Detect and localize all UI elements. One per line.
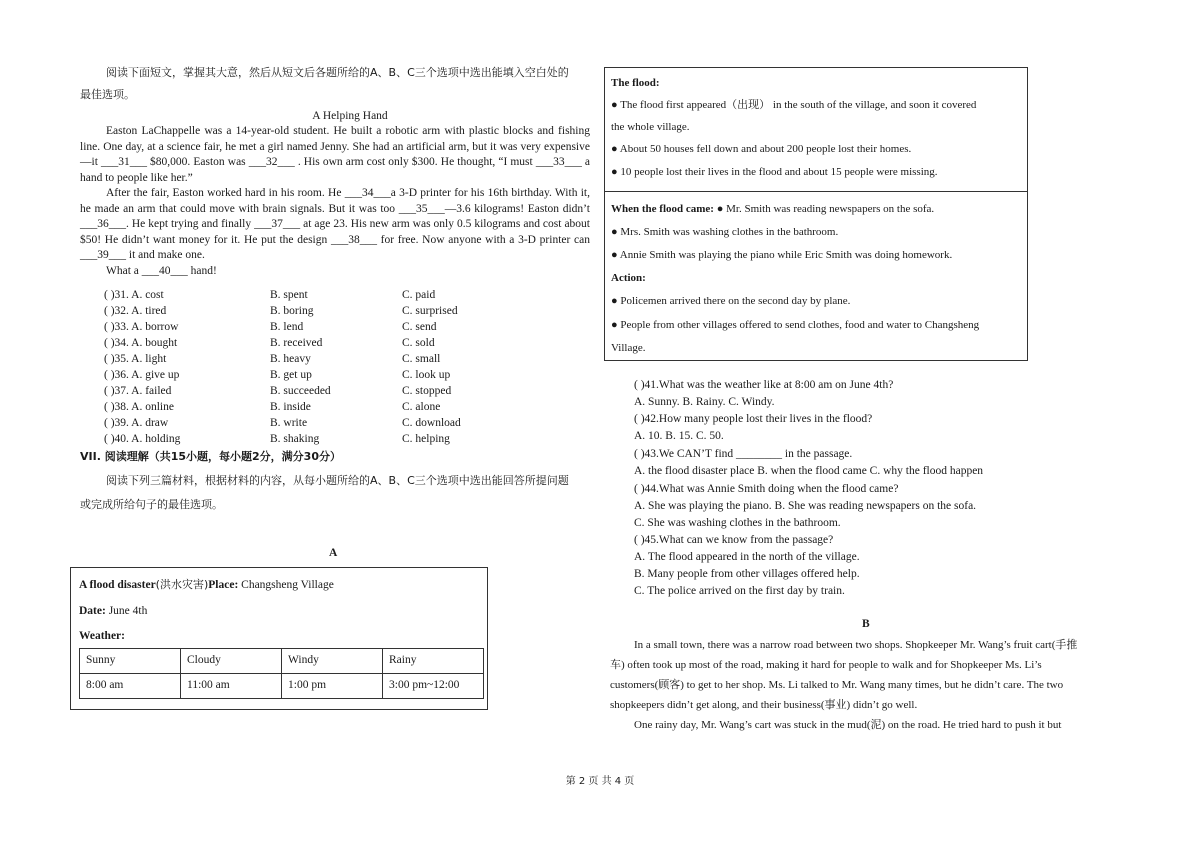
answer-options: A. Sunny. B. Rainy. C. Windy. — [634, 396, 775, 408]
option-row: ( )33. A. borrow B. lend C. send — [104, 321, 437, 333]
question-line: ( )45.What can we know from the passage? — [634, 534, 834, 546]
card-title-line — [79, 578, 334, 594]
answer-options: C. She was washing clothes in the bathroom. — [634, 517, 841, 529]
option-row: ( )35. A. light B. heavy C. small — [104, 353, 441, 365]
option-row: ( )38. A. online B. inside C. alone — [104, 401, 441, 413]
page-number: 第 2 页 共 4 页 — [565, 776, 635, 787]
section-heading: VII. 阅读理解（共15小题，每小题2分，满分30分） — [80, 450, 341, 463]
came-label: When the flood came: — [611, 203, 714, 215]
cloze-paragraph-2: After the fair, Easton worked hard in his room. He ___34___a 3-D printer for his 16th birthday. With it, he made an arm that could move with brain signals. But it was too ___35___—3.6 kilograms! Easton didn’t ___36___. He kept trying and finally ___37___ at age 23. His new arm was only 0.5 kilograms and cost about $50! He didn’t want money for it. He put the design ___38___ for free. Now anyone with a 3-D printer can ___39___ it and make one. — [80, 187, 590, 262]
cloze-passage — [80, 124, 590, 279]
passage-b-line: customers(顾客) to get to her shop. Ms. Li talked to Mr. Wang many times, but he didn’t care. The two — [610, 679, 1064, 691]
passage-a-label: A — [329, 547, 338, 559]
flood-item: the whole village. — [611, 121, 690, 133]
questions-block — [634, 378, 1074, 598]
cloze-paragraph-1: Easton LaChappelle was a 14-year-old student. He built a robotic arm with plastic blocks and fishing line. One day, at a science fair, he met a girl named Jenny. She had an artificial arm, but it was very expensive—it ___31___ $80,000. Easton was ___32___ . His own arm cost only $300. He thought, “I must ___33___ a hand to people like her.” — [80, 125, 590, 184]
action-item: ● People from other villages offered to send clothes, food and water to Changsheng — [611, 319, 980, 331]
passage-b-line: shopkeepers didn’t get along, and their business(事业) didn’t go well. — [610, 699, 918, 711]
date-value: June 4th — [108, 605, 148, 617]
weather-cell: Rainy — [383, 649, 484, 674]
option-row: ( )37. A. failed B. succeeded C. stopped — [104, 385, 452, 397]
option-row: ( )34. A. bought B. received C. sold — [104, 337, 435, 349]
card-title: A flood disaster — [79, 579, 156, 591]
option-row: ( )36. A. give up B. get up C. look up — [104, 369, 451, 381]
weather-table — [79, 648, 484, 699]
option-row: ( )32. A. tired B. boring C. surprised — [104, 305, 458, 317]
question-line: ( )42.How many people lost their lives in the flood? — [634, 413, 873, 425]
time-cell: 11:00 am — [181, 674, 282, 699]
weather-cell: Windy — [282, 649, 383, 674]
time-cell: 3:00 pm~12:00 — [383, 674, 484, 699]
table-row — [80, 674, 484, 699]
weather-cell: Cloudy — [181, 649, 282, 674]
time-cell: 1:00 pm — [282, 674, 383, 699]
question-line: ( )43.We CAN’T find ________ in the passage. — [634, 448, 853, 460]
flood-facts-box — [604, 67, 1028, 192]
date-line — [79, 604, 147, 620]
question-line: ( )44.What was Annie Smith doing when the flood came? — [634, 483, 899, 495]
answer-options: B. Many people from other villages offered help. — [634, 568, 860, 580]
answer-options: A. The flood appeared in the north of the village. — [634, 551, 860, 563]
flood-response-box — [604, 191, 1028, 361]
option-row: ( )40. A. holding B. shaking C. helping — [104, 433, 450, 445]
option-row: ( )39. A. draw B. write C. download — [104, 417, 461, 429]
weather-label: Weather: — [79, 630, 125, 642]
answer-options: C. The police arrived on the first day by train. — [634, 585, 845, 597]
action-item: Village. — [611, 342, 646, 354]
place-label: Place: — [208, 579, 239, 591]
answer-options: A. the flood disaster place B. when the flood came C. why the flood happen — [634, 465, 984, 477]
passage-title: A Helping Hand — [312, 110, 388, 122]
option-row: ( )31. A. cost B. spent C. paid — [104, 289, 436, 301]
action-item: ● Policemen arrived there on the second day by plane. — [611, 295, 851, 307]
place-value: Changsheng Village — [241, 579, 334, 591]
passage-b-line: 车) often took up most of the road, making it hard for people to walk and for Shopkeeper Ms. Li’s — [610, 659, 1042, 671]
table-row — [80, 649, 484, 674]
answer-options: A. 10. B. 15. C. 50. — [634, 430, 724, 442]
came-item: ● Mr. Smith was reading newspapers on the sofa. — [716, 203, 935, 215]
question-line: ( )41.What was the weather like at 8:00 am on June 4th? — [634, 379, 894, 391]
flood-item: ● The flood first appeared（出现） in the south of the village, and soon it covered — [611, 99, 977, 111]
answer-options: A. She was playing the piano. B. She was reading newspapers on the sofa. — [634, 500, 977, 512]
cloze-options — [104, 288, 524, 453]
came-item: ● Annie Smith was playing the piano while Eric Smith was doing homework. — [611, 249, 953, 261]
came-line — [611, 202, 934, 217]
date-label: Date: — [79, 605, 106, 617]
cloze-paragraph-3: What a ___40___ hand! — [106, 264, 217, 277]
flood-info-card — [70, 567, 488, 710]
reading-instruction-line2: 或完成所给句子的最佳选项。 — [80, 498, 223, 511]
reading-instruction-line1: 阅读下列三篇材料，根据材料的内容，从每小题所给的A、B、C三个选项中选出能回答所提问题 — [106, 474, 569, 487]
passage-b-line: In a small town, there was a narrow road between two shops. Shopkeeper Mr. Wang’s fruit cart(手推 — [634, 639, 1078, 651]
passage-b-line: One rainy day, Mr. Wang’s cart was stuck in the mud(泥) on the road. He tried hard to push it but — [634, 719, 1062, 731]
card-title-cn: (洪水灾害) — [155, 578, 209, 591]
came-item: ● Mrs. Smith was washing clothes in the bathroom. — [611, 226, 839, 238]
cloze-instruction-line2: 最佳选项。 — [80, 88, 135, 101]
flood-item: ● 10 people lost their lives in the flood and about 15 people were missing. — [611, 166, 938, 178]
cloze-instruction-line1: 阅读下面短文，掌握其大意，然后从短文后各题所给的A、B、C三个选项中选出能填入空白处的 — [106, 66, 569, 79]
weather-cell: Sunny — [80, 649, 181, 674]
flood-item: ● About 50 houses fell down and about 200 people lost their homes. — [611, 143, 912, 155]
passage-b-label: B — [862, 618, 870, 630]
action-label: Action: — [611, 272, 646, 284]
time-cell: 8:00 am — [80, 674, 181, 699]
flood-heading: The flood: — [611, 77, 660, 89]
